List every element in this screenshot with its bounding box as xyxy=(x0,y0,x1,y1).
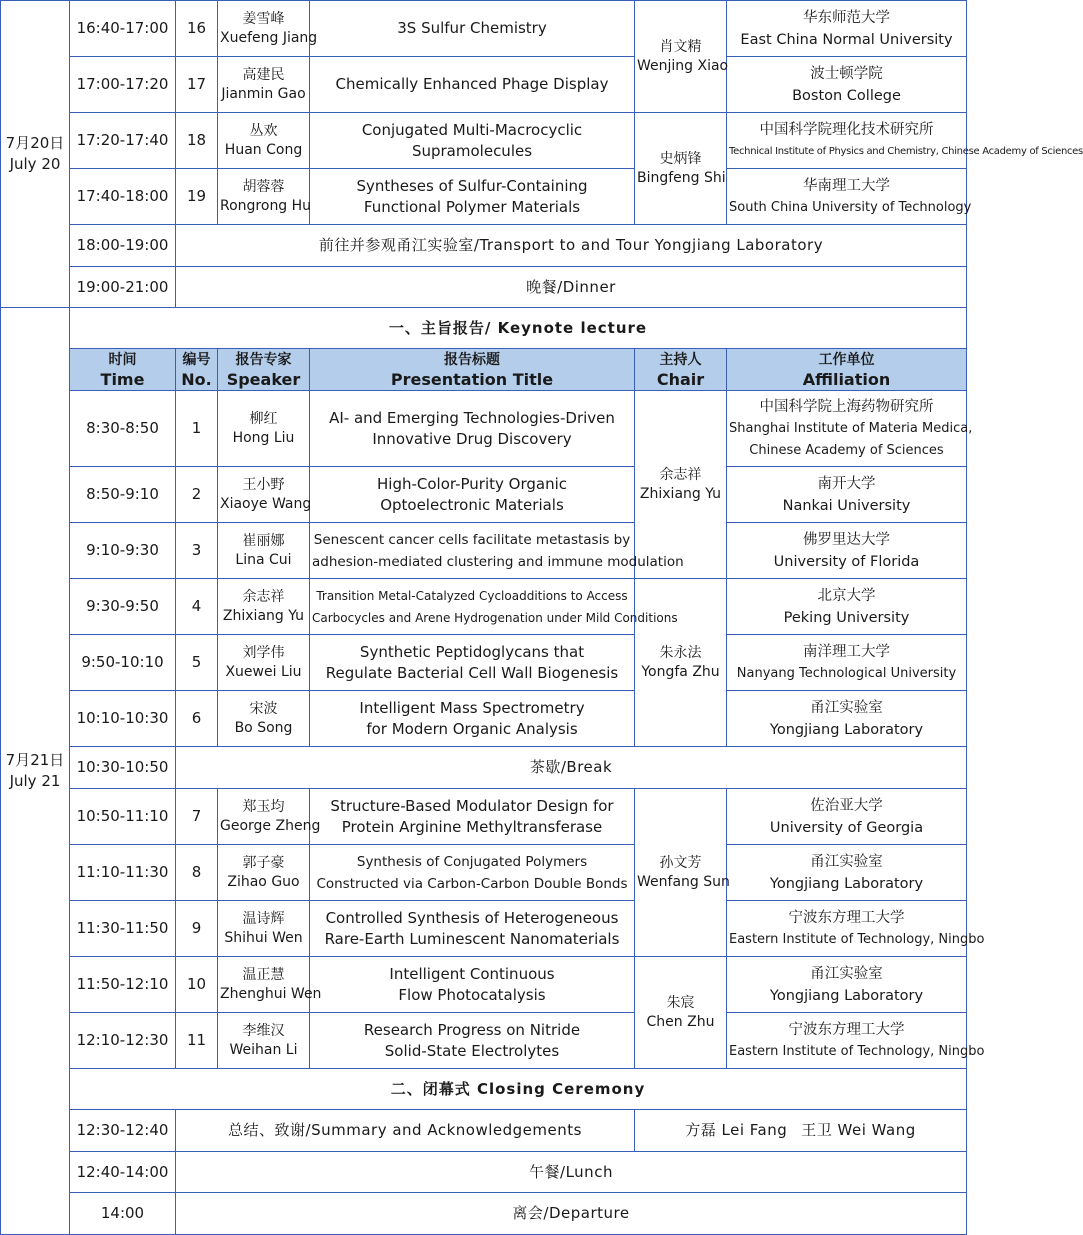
title-line: for Modern Organic Analysis xyxy=(366,719,578,738)
affiliation-cell xyxy=(727,579,967,635)
title-line: High-Color-Purity Organic xyxy=(377,474,567,493)
title-cell xyxy=(310,957,635,1013)
chair-cell xyxy=(635,789,730,957)
affiliation-cell xyxy=(727,635,967,691)
affiliation-zh: 中国科学院上海药物研究所 xyxy=(759,398,934,415)
affiliation-en: South China University of Technology xyxy=(729,199,972,215)
speaker-name-en: Rongrong Hu xyxy=(220,197,312,214)
affiliation-en: Nankai University xyxy=(782,497,911,514)
event-cell-break: 茶歇/Break xyxy=(176,747,967,789)
title-line: Solid-State Electrolytes xyxy=(384,1041,560,1060)
chair-cell xyxy=(635,1,727,113)
affiliation-zh: 甬江实验室 xyxy=(810,965,883,982)
number-cell: 17 xyxy=(176,57,218,113)
number-cell: 5 xyxy=(176,635,218,691)
number-cell: 18 xyxy=(176,113,218,169)
speaker-name-en: Xuefeng Jiang xyxy=(220,29,318,46)
event-cell-tour: 前往并参观甬江实验室/Transport to and Tour Yongjiang Laboratory xyxy=(176,225,967,267)
chair-name-en: Zhixiang Yu xyxy=(639,485,722,502)
time-cell: 10:10-10:30 xyxy=(70,691,176,747)
speaker-name-en: Jianmin Gao xyxy=(221,85,306,102)
speaker-name-zh: 宋波 xyxy=(249,700,278,717)
title-line: Controlled Synthesis of Heterogeneous xyxy=(325,908,619,927)
speaker-name-zh: 崔丽娜 xyxy=(242,532,285,549)
speaker-cell xyxy=(218,1,318,57)
title-line: AI- and Emerging Technologies-Driven xyxy=(329,408,615,427)
table-row xyxy=(1,308,967,349)
number-cell: 9 xyxy=(176,901,218,957)
table-row xyxy=(1,747,967,789)
table-row xyxy=(1,1013,967,1069)
speaker-name-zh: 温诗辉 xyxy=(242,910,285,927)
affiliation-zh: 宁波东方理工大学 xyxy=(788,1021,905,1038)
affiliation-en: Chinese Academy of Sciences xyxy=(749,442,944,458)
speaker-name-zh: 刘学伟 xyxy=(242,644,285,661)
chair-name-zh: 史炳锋 xyxy=(659,150,702,167)
header-label-en: Chair xyxy=(656,369,705,389)
title-line: Intelligent Mass Spectrometry xyxy=(359,698,585,717)
header-number xyxy=(176,349,218,391)
time-cell: 14:00 xyxy=(70,1193,176,1235)
header-label-zh: 报告专家 xyxy=(235,351,292,368)
header-label-zh: 报告标题 xyxy=(444,351,500,368)
chair-name-en: Yongfa Zhu xyxy=(641,663,720,680)
affiliation-en: Nanyang Technological University xyxy=(736,665,957,681)
table-row xyxy=(1,523,967,579)
speaker-cell xyxy=(218,579,310,635)
header-label-zh: 主持人 xyxy=(659,351,702,368)
number-cell: 1 xyxy=(176,391,218,467)
title-cell xyxy=(310,901,635,957)
title-cell xyxy=(310,467,635,523)
date-cell-july20 xyxy=(1,1,70,308)
title-line: Structure-Based Modulator Design for xyxy=(330,796,614,815)
speaker-name-en: Weihan Li xyxy=(229,1041,298,1058)
time-cell: 17:40-18:00 xyxy=(70,169,176,225)
header-label-en: Affiliation xyxy=(802,369,891,389)
table-row xyxy=(1,635,967,691)
affiliation-zh: 中国科学院理化技术研究所 xyxy=(759,121,934,138)
title-line: Carbocycles and Arene Hydrogenation under Mild Conditions xyxy=(312,610,678,625)
affiliation-en: Peking University xyxy=(783,609,910,626)
number-cell: 16 xyxy=(176,1,218,57)
title-line: Functional Polymer Materials xyxy=(363,197,581,216)
affiliation-en: Yongjiang Laboratory xyxy=(769,875,924,892)
speaker-name-zh: 温正慧 xyxy=(242,966,285,983)
title-line: Innovative Drug Discovery xyxy=(372,429,572,448)
affiliation-en: East China Normal University xyxy=(740,31,953,48)
speaker-cell xyxy=(218,635,310,691)
title-cell xyxy=(310,523,684,579)
affiliation-en: Boston College xyxy=(792,87,901,104)
table-row xyxy=(1,113,967,169)
number-cell: 11 xyxy=(176,1013,218,1069)
chair-name-en: Chen Zhu xyxy=(646,1013,715,1030)
number-cell: 4 xyxy=(176,579,218,635)
number-cell: 6 xyxy=(176,691,218,747)
time-cell: 10:30-10:50 xyxy=(70,747,176,789)
table-row xyxy=(1,1,967,57)
affiliation-cell xyxy=(727,957,967,1013)
speaker-name-en: Lina Cui xyxy=(235,551,292,568)
table-row xyxy=(1,901,967,957)
chair-cell xyxy=(635,579,727,747)
number-cell: 19 xyxy=(176,169,218,225)
closing-host: 方磊 Lei Fang xyxy=(685,1121,788,1139)
affiliation-cell xyxy=(727,169,972,225)
time-cell: 16:40-17:00 xyxy=(70,1,176,57)
event-cell-departure: 离会/Departure xyxy=(176,1193,967,1235)
chair-name-en: Wenfang Sun xyxy=(637,873,730,890)
affiliation-zh: 南洋理工大学 xyxy=(803,643,890,660)
number-cell: 2 xyxy=(176,467,218,523)
speaker-name-en: Shihui Wen xyxy=(224,929,303,946)
affiliation-cell xyxy=(727,691,967,747)
affiliation-en: Shanghai Institute of Materia Medica, xyxy=(729,420,973,436)
header-label-en: No. xyxy=(181,369,212,389)
chair-name-zh: 朱宸 xyxy=(666,994,695,1011)
title-line: Intelligent Continuous xyxy=(389,964,555,983)
date-cell-july21 xyxy=(1,308,70,1235)
time-cell: 18:00-19:00 xyxy=(70,225,176,267)
affiliation-en: Yongjiang Laboratory xyxy=(769,987,924,1004)
title-cell xyxy=(310,579,678,635)
speaker-cell xyxy=(218,845,310,901)
title-line: Rare-Earth Luminescent Nanomaterials xyxy=(324,929,620,948)
header-label-en: Time xyxy=(100,369,145,389)
header-label-zh: 时间 xyxy=(108,351,137,368)
time-cell: 12:30-12:40 xyxy=(70,1110,176,1152)
number-cell: 7 xyxy=(176,789,218,845)
chair-cell xyxy=(635,113,727,225)
speaker-name-zh: 郑玉均 xyxy=(242,798,285,815)
title-cell xyxy=(310,1013,635,1069)
time-cell: 17:00-17:20 xyxy=(70,57,176,113)
event-cell-lunch: 午餐/Lunch xyxy=(176,1152,967,1193)
table-row xyxy=(1,691,967,747)
title-cell xyxy=(310,789,635,845)
title-cell xyxy=(310,635,635,691)
affiliation-zh: 佐治亚大学 xyxy=(810,797,883,814)
time-cell: 8:30-8:50 xyxy=(70,391,176,467)
number-cell: 8 xyxy=(176,845,218,901)
affiliation-zh: 甬江实验室 xyxy=(810,699,883,716)
table-row xyxy=(1,169,967,225)
date-en: July 21 xyxy=(9,772,61,790)
speaker-name-zh: 丛欢 xyxy=(249,122,278,139)
header-label-en: Presentation Title xyxy=(390,369,554,389)
affiliation-en: Yongjiang Laboratory xyxy=(769,721,924,738)
affiliation-cell xyxy=(727,1,967,57)
time-cell: 11:30-11:50 xyxy=(70,901,176,957)
speaker-cell xyxy=(218,901,310,957)
time-cell: 12:40-14:00 xyxy=(70,1152,176,1193)
affiliation-en: University of Florida xyxy=(773,553,920,570)
affiliation-en: Eastern Institute of Technology, Ningbo xyxy=(729,1043,985,1059)
affiliation-zh: 佛罗里达大学 xyxy=(803,531,890,548)
table-row xyxy=(1,579,967,635)
title-cell xyxy=(310,845,635,901)
title-line: Protein Arginine Methyltransferase xyxy=(341,817,603,836)
speaker-name-zh: 郭子豪 xyxy=(242,854,285,871)
section-title-closing: 二、闭幕式 Closing Ceremony xyxy=(70,1069,967,1110)
speaker-cell xyxy=(218,467,310,523)
section-title-keynote: 一、主旨报告/ Keynote lecture xyxy=(70,308,967,349)
chair-cell xyxy=(635,391,727,579)
speaker-name-en: Zhixiang Yu xyxy=(222,607,305,624)
affiliation-zh: 华东师范大学 xyxy=(803,9,890,26)
affiliation-cell xyxy=(727,845,967,901)
title-cell xyxy=(310,169,635,225)
speaker-name-zh: 姜雪峰 xyxy=(242,10,285,27)
title-cell xyxy=(310,57,635,113)
title-line: Senescent cancer cells facilitate metastasis by xyxy=(313,531,631,548)
speaker-name-en: Zhenghui Wen xyxy=(220,985,322,1002)
header-affiliation xyxy=(727,349,967,391)
speaker-cell xyxy=(218,57,310,113)
speaker-cell xyxy=(218,1013,310,1069)
speaker-name-zh: 王小野 xyxy=(242,476,285,493)
time-cell: 10:50-11:10 xyxy=(70,789,176,845)
closing-hosts-cell xyxy=(635,1110,967,1152)
affiliation-zh: 华南理工大学 xyxy=(803,177,890,194)
speaker-name-zh: 胡蓉蓉 xyxy=(242,178,285,195)
number-cell: 10 xyxy=(176,957,218,1013)
affiliation-cell xyxy=(727,391,973,467)
table-row xyxy=(1,845,967,901)
time-cell: 8:50-9:10 xyxy=(70,467,176,523)
title-line: Flow Photocatalysis xyxy=(398,985,546,1004)
speaker-name-zh: 李维汉 xyxy=(242,1022,285,1039)
time-cell: 11:50-12:10 xyxy=(70,957,176,1013)
header-label-zh: 工作单位 xyxy=(818,351,875,368)
affiliation-zh: 波士顿学院 xyxy=(810,65,883,82)
title-cell xyxy=(310,391,635,467)
event-cell-dinner: 晚餐/Dinner xyxy=(176,267,967,308)
affiliation-cell xyxy=(727,113,1083,169)
title-line: Research Progress on Nitride xyxy=(363,1020,581,1039)
date-en: July 20 xyxy=(9,155,61,173)
header-label-zh: 编号 xyxy=(182,351,211,368)
speaker-name-en: Zihao Guo xyxy=(227,873,300,890)
table-row xyxy=(1,957,967,1013)
table-row xyxy=(1,267,967,308)
speaker-cell xyxy=(218,523,310,579)
speaker-cell xyxy=(218,169,310,225)
affiliation-cell xyxy=(727,467,967,523)
affiliation-en: Eastern Institute of Technology, Ningbo xyxy=(729,931,985,947)
speaker-cell xyxy=(218,391,310,467)
chair-name-zh: 余志祥 xyxy=(659,466,702,483)
speaker-name-en: Xiaoye Wang xyxy=(220,495,312,512)
affiliation-en: University of Georgia xyxy=(769,819,924,836)
speaker-name-en: Bo Song xyxy=(234,719,293,736)
time-cell: 9:10-9:30 xyxy=(70,523,176,579)
speaker-name-en: Xuewei Liu xyxy=(225,663,302,680)
table-row xyxy=(1,1152,967,1193)
affiliation-zh: 甬江实验室 xyxy=(810,853,883,870)
title-line: Optoelectronic Materials xyxy=(380,495,564,514)
table-row xyxy=(1,789,967,845)
title-line: adhesion-mediated clustering and immune modulation xyxy=(312,553,684,570)
title-cell xyxy=(310,113,635,169)
header-label-en: Speaker xyxy=(226,369,301,389)
affiliation-zh: 北京大学 xyxy=(817,587,876,604)
affiliation-zh: 南开大学 xyxy=(817,475,876,492)
speaker-cell xyxy=(218,691,310,747)
affiliation-cell xyxy=(727,901,985,957)
title-line: Syntheses of Sulfur-Containing xyxy=(356,176,588,195)
table-row xyxy=(1,225,967,267)
chair-cell xyxy=(635,957,727,1069)
table-row xyxy=(1,1069,967,1110)
speaker-name-en: George Zheng xyxy=(220,817,321,834)
table-row xyxy=(1,57,967,113)
affiliation-cell xyxy=(727,1013,985,1069)
header-chair xyxy=(635,349,727,391)
time-cell: 9:50-10:10 xyxy=(70,635,176,691)
affiliation-cell xyxy=(727,789,967,845)
header-title xyxy=(310,349,635,391)
title-cell xyxy=(310,691,635,747)
table-row xyxy=(1,467,967,523)
header-speaker xyxy=(218,349,310,391)
affiliation-zh: 宁波东方理工大学 xyxy=(788,909,905,926)
affiliation-cell xyxy=(727,523,967,579)
speaker-name-en: Hong Liu xyxy=(232,429,295,446)
date-zh: 7月20日 xyxy=(5,134,65,152)
speaker-cell xyxy=(218,789,321,845)
header-row xyxy=(1,349,967,391)
title-line: 3S Sulfur Chemistry xyxy=(397,19,547,37)
speaker-name-en: Huan Cong xyxy=(224,141,303,158)
title-line: Supramolecules xyxy=(411,141,533,160)
chair-name-en: Bingfeng Shi xyxy=(637,169,726,186)
header-time xyxy=(70,349,176,391)
time-cell: 9:30-9:50 xyxy=(70,579,176,635)
time-cell: 11:10-11:30 xyxy=(70,845,176,901)
chair-name-en: Wenjing Xiao xyxy=(637,57,729,74)
title-line: Synthetic Peptidoglycans that xyxy=(359,642,585,661)
title-line: Regulate Bacterial Cell Wall Biogenesis xyxy=(325,663,619,682)
speaker-name-zh: 柳红 xyxy=(249,410,278,427)
title-line: Constructed via Carbon-Carbon Double Bonds xyxy=(316,875,628,892)
table-row xyxy=(1,1110,967,1152)
time-cell: 17:20-17:40 xyxy=(70,113,176,169)
affiliation-en: Technical Institute of Physics and Chemistry, Chinese Academy of Sciences xyxy=(729,145,1083,157)
date-zh: 7月21日 xyxy=(5,751,65,769)
speaker-name-zh: 高建民 xyxy=(242,66,285,83)
title-line: Conjugated Multi-Macrocyclic xyxy=(361,120,583,139)
time-cell: 19:00-21:00 xyxy=(70,267,176,308)
time-cell: 12:10-12:30 xyxy=(70,1013,176,1069)
title-line: Chemically Enhanced Phage Display xyxy=(335,75,609,93)
speaker-cell xyxy=(218,957,322,1013)
title-line: Synthesis of Conjugated Polymers xyxy=(356,853,588,870)
chair-name-zh: 肖文精 xyxy=(659,38,702,55)
affiliation-cell xyxy=(727,57,967,113)
table-row xyxy=(1,1193,967,1235)
number-cell: 3 xyxy=(176,523,218,579)
table-row xyxy=(1,391,967,467)
speaker-cell xyxy=(218,113,310,169)
title-cell xyxy=(310,1,635,57)
event-cell-summary: 总结、致谢/Summary and Acknowledgements xyxy=(176,1110,635,1152)
chair-name-zh: 孙文芳 xyxy=(659,854,702,871)
title-line: Transition Metal-Catalyzed Cycloadditions to Access xyxy=(316,588,628,603)
closing-host: 王卫 Wei Wang xyxy=(801,1121,916,1139)
chair-name-zh: 朱永法 xyxy=(659,644,702,661)
speaker-name-zh: 余志祥 xyxy=(242,588,285,605)
